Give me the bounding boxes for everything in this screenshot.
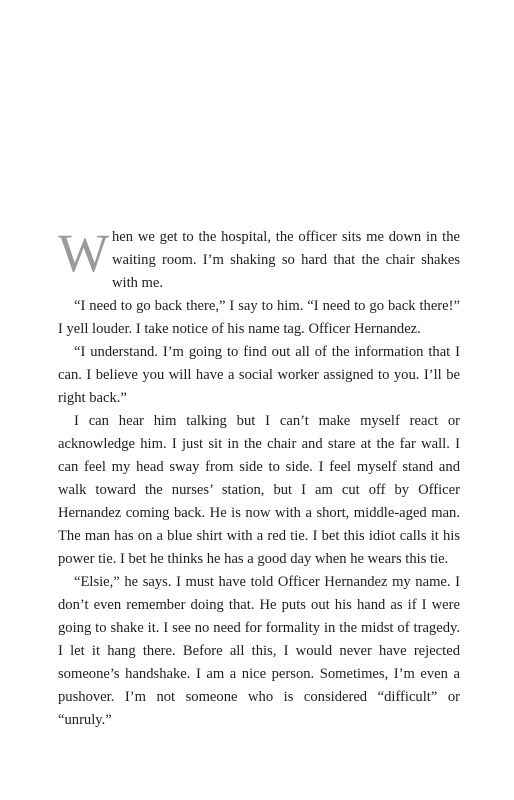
paragraph-1 xyxy=(58,223,460,295)
drop-cap-letter: W xyxy=(58,223,109,283)
paragraph-1-text: hen we get to the hospital, the officer sits me down in the waiting room. I’m shaking so hard that the chair shakes with me. xyxy=(111,229,460,291)
paragraph-3: “I understand. I’m going to find out all of the information that I can. I believe you will have a social worker assigned to you. I’ll be right back.” xyxy=(58,344,460,406)
chapter-text xyxy=(58,223,460,732)
paragraph-4: I can hear him talking but I can’t make myself react or acknowledge him. I just sit in the chair and stare at the far wall. I can feel my head sway from side to side. I feel myself stand and walk toward the nurses’ station, but I am cut off by Officer Hernandez coming back. He is now with a short, middle-aged man. The man has on a blue shirt with a red tie. I bet this idiot calls it his power tie. I bet he thinks he has a good day when he wears this tie. xyxy=(58,413,460,567)
paragraph-5: “Elsie,” he says. I must have told Officer Hernandez my name. I don’t even remember doing that. He puts out his hand as if I were going to shake it. I see no need for formality in the midst of tragedy. I let it hang there. Before all this, I would never have rejected someone’s handshake. I am a nice person. Sometimes, I’m even a pushover. I’m not someone who is considered “difficult” or “unruly.” xyxy=(58,574,460,728)
paragraph-2: “I need to go back there,” I say to him. “I need to go back there!” I yell louder. I take notice of his name tag. Officer Hernandez. xyxy=(58,298,460,337)
